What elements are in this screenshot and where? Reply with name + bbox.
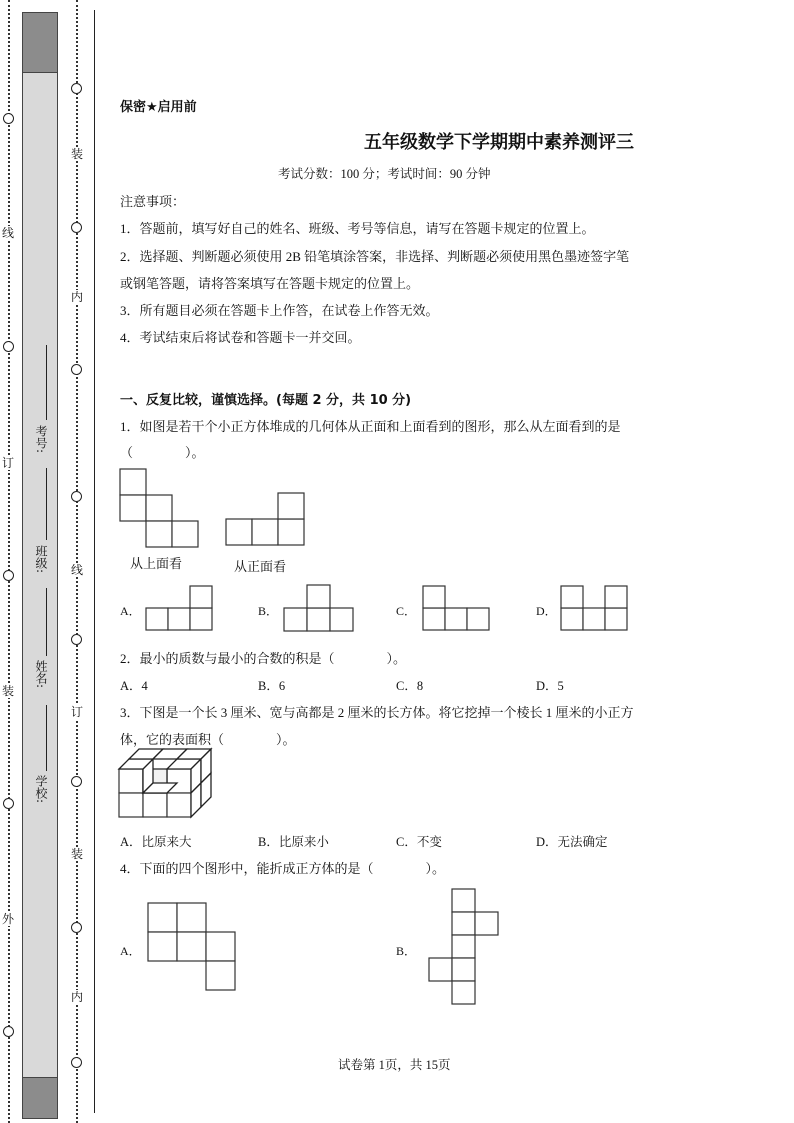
q3-option-c[interactable]: C．不变 — [396, 835, 442, 849]
exam-number-label: 考号: — [34, 425, 48, 454]
notice-heading: 注意事项： — [120, 194, 186, 209]
page-footer: 试卷第 1页，共 15页 — [338, 1058, 451, 1072]
q4-text: 4．下面的四个图形中，能折成正方体的是（ ）。 — [120, 861, 446, 876]
q4-option-b[interactable]: B． — [396, 944, 417, 958]
secret-mark: 保密★启用前 — [120, 100, 197, 115]
outer-label: 线 — [2, 226, 15, 240]
name-line[interactable] — [46, 588, 47, 656]
inner-label: 线 — [71, 563, 84, 577]
q1-option-c[interactable]: C． — [396, 604, 417, 618]
notice-item: 1．答题前，填写好自己的姓名、班级、考号等信息，请写在答题卡规定的位置上。 — [120, 221, 595, 236]
strip-middle — [22, 72, 58, 1079]
outer-circle — [3, 798, 14, 809]
q1-option-a[interactable]: A． — [120, 604, 141, 618]
q2-text: 2．最小的质数与最小的合数的积是（ ）。 — [120, 651, 407, 666]
outer-circle — [3, 341, 14, 352]
outer-label: 外 — [2, 912, 15, 926]
margin-line — [94, 10, 95, 1113]
front-view-square — [278, 493, 304, 519]
q3-option-d[interactable]: D．无法确定 — [536, 835, 608, 849]
outer-dotted-line — [8, 0, 10, 1123]
q2-option-a[interactable]: A．4 — [120, 679, 148, 693]
notice-item: 4．考试结束后将试卷和答题卡一并交回。 — [120, 330, 361, 345]
q1-text: 1．如图是若干个小正方体堆成的几何体从正面和上面看到的图形，那么从左面看到的是 — [120, 419, 621, 434]
q4-option-a[interactable]: A． — [120, 944, 141, 958]
inner-circle — [71, 491, 82, 502]
inner-dotted-line — [76, 0, 78, 1123]
strip-top-block — [22, 12, 58, 74]
q1-text-cont: （ ）。 — [120, 445, 205, 460]
inner-label: 装 — [71, 147, 84, 161]
top-view-square — [120, 469, 146, 495]
outer-label: 订 — [2, 456, 15, 470]
inner-circle — [71, 364, 82, 375]
outer-circle — [3, 113, 14, 124]
inner-circle — [71, 222, 82, 233]
q3-option-b[interactable]: B．比原来小 — [258, 835, 329, 849]
notice-item: 或钢笔答题，请将答案填写在答题卡规定的位置上。 — [120, 276, 420, 291]
notice-item: 2．选择题、判断题必须使用 2B 铅笔填涂答案，非选择、判断题必须使用黑色墨迹签字笔 — [120, 249, 630, 264]
q3-text-cont: 体，它的表面积（ ）。 — [120, 732, 296, 747]
inner-circle — [71, 1057, 82, 1068]
outer-circle — [3, 1026, 14, 1037]
inner-circle — [71, 83, 82, 94]
q1-option-b[interactable]: B． — [258, 604, 279, 618]
name-label: 姓名: — [34, 660, 48, 689]
class-label: 班级: — [34, 545, 48, 574]
outer-label: 装 — [2, 684, 15, 698]
q2-option-d[interactable]: D．5 — [536, 679, 564, 693]
school-label: 学校: — [34, 775, 48, 804]
inner-label: 装 — [71, 847, 84, 861]
inner-label: 内 — [71, 990, 84, 1004]
q2-option-b[interactable]: B．6 — [258, 679, 286, 693]
q4-option-b-net — [0, 0, 1, 1]
q3-option-a[interactable]: A．比原来大 — [120, 835, 192, 849]
section-title: 一、反复比较，谨慎选择。(每题 2 分，共 10 分) — [120, 393, 412, 408]
front-view-caption: 从正面看 — [234, 559, 287, 574]
top-view-caption: 从上面看 — [130, 556, 183, 571]
top-view-square — [120, 495, 146, 521]
front-view-square — [252, 519, 278, 545]
page-title: 五年级数学下学期期中素养测评三 — [364, 132, 634, 153]
top-view-square — [146, 521, 172, 547]
notice-item: 3．所有题目必须在答题卡上作答，在试卷上作答无效。 — [120, 303, 439, 318]
front-view-square — [226, 519, 252, 545]
inner-label: 订 — [71, 705, 84, 719]
outer-circle — [3, 570, 14, 581]
top-view-square — [172, 521, 198, 547]
top-view-square — [146, 495, 172, 521]
strip-bottom-block — [22, 1077, 58, 1119]
inner-circle — [71, 922, 82, 933]
class-line[interactable] — [46, 468, 47, 540]
inner-label: 内 — [71, 290, 84, 304]
exam-info: 考试分数：100 分；考试时间：90 分钟 — [278, 167, 491, 181]
q1-option-d[interactable]: D． — [536, 604, 557, 618]
exam-number-line[interactable] — [46, 345, 47, 420]
q2-option-c[interactable]: C．8 — [396, 679, 424, 693]
q3-text: 3．下图是一个长 3 厘米、宽与高都是 2 厘米的长方体。将它挖掉一个棱长 1 厘米的小正方 — [120, 705, 634, 720]
school-line[interactable] — [46, 705, 47, 771]
inner-circle — [71, 776, 82, 787]
inner-circle — [71, 634, 82, 645]
front-view-square — [278, 519, 304, 545]
